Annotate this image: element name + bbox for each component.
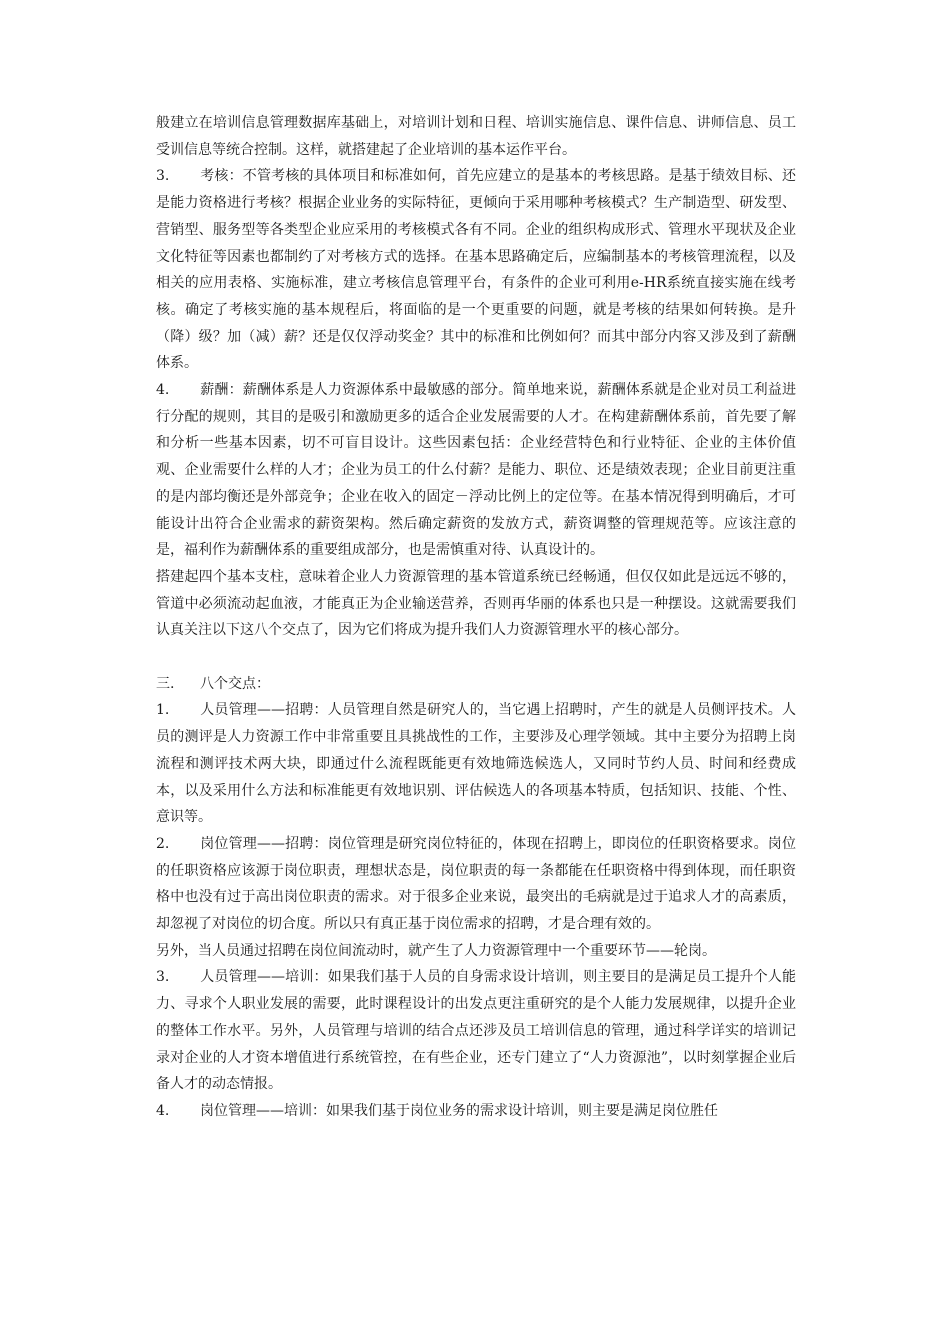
section-title: 八个交点：	[200, 675, 270, 692]
paragraph	[156, 964, 796, 1098]
item-number: 4.	[156, 1103, 170, 1119]
document-page	[156, 110, 796, 1125]
paragraph	[156, 110, 796, 163]
blank-line	[156, 644, 796, 671]
paragraph-text: 岗位管理——培训：如果我们基于岗位业务的需求设计培训，则主要是满足岗位胜任	[200, 1103, 718, 1119]
paragraph	[156, 938, 796, 965]
paragraph-text: 另外，当人员通过招聘在岗位间流动时，就产生了人力资源管理中一个重要环节——轮岗。	[156, 942, 716, 959]
section-heading	[156, 671, 796, 698]
paragraph	[156, 377, 796, 564]
paragraph-text: 般建立在培训信息管理数据库基础上，对培训计划和日程、培训实施信息、课件信息、讲师信息、员工受训信息等统合控制。这样，就搭建起了企业培训的基本运作平台。	[156, 115, 796, 158]
paragraph	[156, 1098, 796, 1125]
item-number: 3.	[156, 969, 170, 986]
paragraph-text: 薪酬：薪酬体系是人力资源体系中最敏感的部分。简单地来说，薪酬体系就是企业对员工利益进行分配的规则，其目的是吸引和激励更多的适合企业发展需要的人才。在构建薪酬体系前，首先要了解和分析一些基本因素，切不可盲目设计。这些因素包括：企业经营特色和行业特征、企业的主体价值观、企业需要什么样的人才；企业为员工的什么付薪？是能力、职位、还是绩效表现；企业目前更注重的是内部均衡还是外部竞争；企业在收入的固定－浮动比例上的定位等。在基本情况得到明确后，才可能设计出符合企业需求的薪资架构。然后确定薪资的发放方式，薪资调整的管理规范等。应该注意的是，福利作为薪酬体系的重要组成部分，也是需慎重对待、认真设计的。	[156, 382, 796, 559]
item-number: 3.	[156, 168, 170, 185]
paragraph	[156, 831, 796, 938]
paragraph	[156, 163, 796, 377]
paragraph	[156, 697, 796, 831]
paragraph-text: 考核：不管考核的具体项目和标准如何，首先应建立的是基本的考核思路。是基于绩效目标、还是能力资格进行考核？根据企业业务的实际特征，更倾向于采用哪种考核模式？生产制造型、研发型、营销型、服务型等各类型企业应采用的考核模式各有不同。企业的组织构成形式、管理水平现状及企业文化特征等因素也都制约了对考核方式的选择。在基本思路确定后，应编制基本的考核管理流程，以及相关的应用表格、实施标准，建立考核信息管理平台，有条件的企业可利用e-HR系统直接实施在线考核。确定了考核实施的基本规程后，将面临的是一个更重要的问题，就是考核的结果如何转换。是升（降）级？加（减）薪？还是仅仅浮动奖金？其中的标准和比例如何？而其中部分内容又涉及到了薪酬体系。	[156, 168, 796, 372]
section-number: 三.	[156, 675, 175, 692]
item-number: 4.	[156, 382, 170, 399]
paragraph-text: 人员管理——培训：如果我们基于人员的自身需求设计培训，则主要目的是满足员工提升个人能力、寻求个人职业发展的需要，此时课程设计的出发点更注重研究的是个人能力发展规律，以提升企业的整体工作水平。另外，人员管理与培训的结合点还涉及员工培训信息的管理，通过科学详实的培训记录对企业的人才资本增值进行系统管控，在有些企业，还专门建立了“人力资源池”，以时刻掌握企业后备人才的动态情报。	[156, 969, 796, 1093]
paragraph-text: 岗位管理——招聘：岗位管理是研究岗位特征的，体现在招聘上，即岗位的任职资格要求。岗位的任职资格应该源于岗位职责，理想状态是，岗位职责的每一条都能在任职资格中得到体现，而任职资格中也没有过于高出岗位职责的需求。对于很多企业来说，最突出的毛病就是过于追求人才的高素质，却忽视了对岗位的切合度。所以只有真正基于岗位需求的招聘，才是合理有效的。	[156, 835, 796, 933]
item-number: 1.	[156, 702, 170, 719]
paragraph-text: 人员管理——招聘：人员管理自然是研究人的，当它遇上招聘时，产生的就是人员侧评技术。人员的测评是人力资源工作中非常重要且具挑战性的工作，主要涉及心理学领域。其中主要分为招聘上岗流程和测评技术两大块，即通过什么流程既能更有效地筛选候选人，又同时节约人员、时间和经费成本，以及采用什么方法和标准能更有效地识别、评估候选人的各项基本特质，包括知识、技能、个性、意识等。	[156, 702, 796, 826]
item-number: 2.	[156, 835, 170, 852]
paragraph-text: 搭建起四个基本支柱，意味着企业人力资源管理的基本管道系统已经畅通，但仅仅如此是远远不够的，管道中必须流动起血液，才能真正为企业输送营养，否则再华丽的体系也只是一种摆设。这就需要我们认真关注以下这八个交点了，因为它们将成为提升我们人力资源管理水平的核心部分。	[156, 568, 796, 639]
paragraph	[156, 564, 796, 644]
